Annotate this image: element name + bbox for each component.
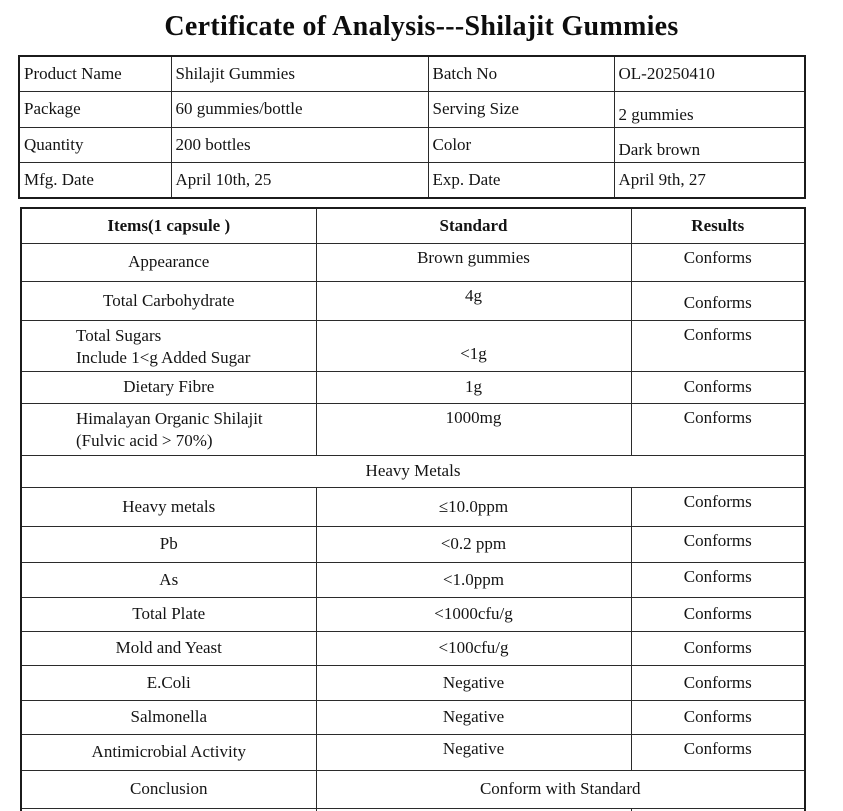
info-table	[18, 55, 806, 199]
info-value-quantity: 200 bottles	[171, 127, 428, 162]
info-row-quantity	[19, 127, 805, 162]
info-label-quantity: Quantity	[19, 127, 171, 162]
conclusion-label: Conclusion	[21, 770, 316, 808]
info-row-product	[19, 56, 805, 91]
cell-item	[21, 403, 316, 455]
header-results: Results	[631, 208, 805, 243]
info-label-serving-size: Serving Size	[428, 91, 614, 127]
row-as	[21, 562, 805, 597]
cell-item: Pb	[21, 526, 316, 562]
row-dietary-fibre	[21, 371, 805, 403]
cell-standard: Negative	[316, 665, 631, 700]
cell-result: Conforms	[631, 631, 805, 665]
cell-result: Conforms	[631, 597, 805, 631]
cell-item	[21, 320, 316, 371]
info-label-product-name: Product Name	[19, 56, 171, 91]
cell-result: Conforms	[631, 526, 805, 562]
cell-result: Conforms	[631, 243, 805, 281]
cell-result: Conforms	[631, 281, 805, 320]
spec-header-row	[21, 208, 805, 243]
cell-item: Appearance	[21, 243, 316, 281]
conclusion-value: Conform with Standard	[316, 770, 805, 808]
info-value-batch-no: OL-20250410	[614, 56, 805, 91]
cell-result: Conforms	[631, 487, 805, 526]
row-antimicrobial	[21, 734, 805, 770]
cell-standard: <1000cfu/g	[316, 597, 631, 631]
cell-item: Antimicrobial Activity	[21, 734, 316, 770]
info-label-color: Color	[428, 127, 614, 162]
item-line1: Himalayan Organic Shilajit	[76, 408, 263, 428]
cell-result: Conforms	[631, 562, 805, 597]
cell-standard: 4g	[316, 281, 631, 320]
cell-standard: ≤10.0ppm	[316, 487, 631, 526]
cell-standard: <0.2 ppm	[316, 526, 631, 562]
row-heavy-metals	[21, 487, 805, 526]
cell-standard: <1.0ppm	[316, 562, 631, 597]
cell-result: Conforms	[631, 403, 805, 455]
info-row-package	[19, 91, 805, 127]
row-pb	[21, 526, 805, 562]
info-value-serving-size: 2 gummies	[614, 91, 805, 127]
row-e-coli	[21, 665, 805, 700]
cell-item: Dietary Fibre	[21, 371, 316, 403]
header-standard: Standard	[316, 208, 631, 243]
cell-standard: <1g	[316, 320, 631, 371]
cell-item: Heavy metals	[21, 487, 316, 526]
cell-standard: 1g	[316, 371, 631, 403]
row-conclusion	[21, 770, 805, 808]
cell-item: Mold and Yeast	[21, 631, 316, 665]
cell-standard: <100cfu/g	[316, 631, 631, 665]
page-title: Certificate of Analysis---Shilajit Gummies	[164, 11, 679, 42]
cell-item: Total Carbohydrate	[21, 281, 316, 320]
info-value-package: 60 gummies/bottle	[171, 91, 428, 127]
info-value-exp-date: April 9th, 27	[614, 162, 805, 198]
info-label-batch-no: Batch No	[428, 56, 614, 91]
row-salmonella	[21, 700, 805, 734]
cell-result: Conforms	[631, 371, 805, 403]
cell-standard: Brown gummies	[316, 243, 631, 281]
cell-standard: Negative	[316, 700, 631, 734]
cell-item: Salmonella	[21, 700, 316, 734]
row-heavy-metals-section	[21, 455, 805, 487]
cell-result: Conforms	[631, 665, 805, 700]
info-row-dates	[19, 162, 805, 198]
item-line2: Include 1<g Added Sugar	[76, 347, 251, 367]
info-value-product-name: Shilajit Gummies	[171, 56, 428, 91]
info-value-mfg-date: April 10th, 25	[171, 162, 428, 198]
info-label-mfg-date: Mfg. Date	[19, 162, 171, 198]
cell-result: Conforms	[631, 320, 805, 371]
cell-standard: Negative	[316, 734, 631, 770]
item-line1: Total Sugars	[76, 325, 162, 345]
row-total-plate	[21, 597, 805, 631]
row-total-sugars	[21, 320, 805, 371]
section-header-heavy-metals: Heavy Metals	[21, 455, 805, 487]
info-label-package: Package	[19, 91, 171, 127]
cell-item: E.Coli	[21, 665, 316, 700]
header-items: Items(1 capsule )	[21, 208, 316, 243]
cell-result: Conforms	[631, 700, 805, 734]
row-shilajit	[21, 403, 805, 455]
cell-standard: 1000mg	[316, 403, 631, 455]
info-label-exp-date: Exp. Date	[428, 162, 614, 198]
row-total-carbohydrate	[21, 281, 805, 320]
cell-result: Conforms	[631, 734, 805, 770]
spec-table	[20, 207, 806, 811]
row-appearance	[21, 243, 805, 281]
cell-item: As	[21, 562, 316, 597]
cell-item: Total Plate	[21, 597, 316, 631]
item-line2: (Fulvic acid > 70%)	[76, 430, 213, 450]
row-mold-yeast	[21, 631, 805, 665]
info-value-color: Dark brown	[614, 127, 805, 162]
